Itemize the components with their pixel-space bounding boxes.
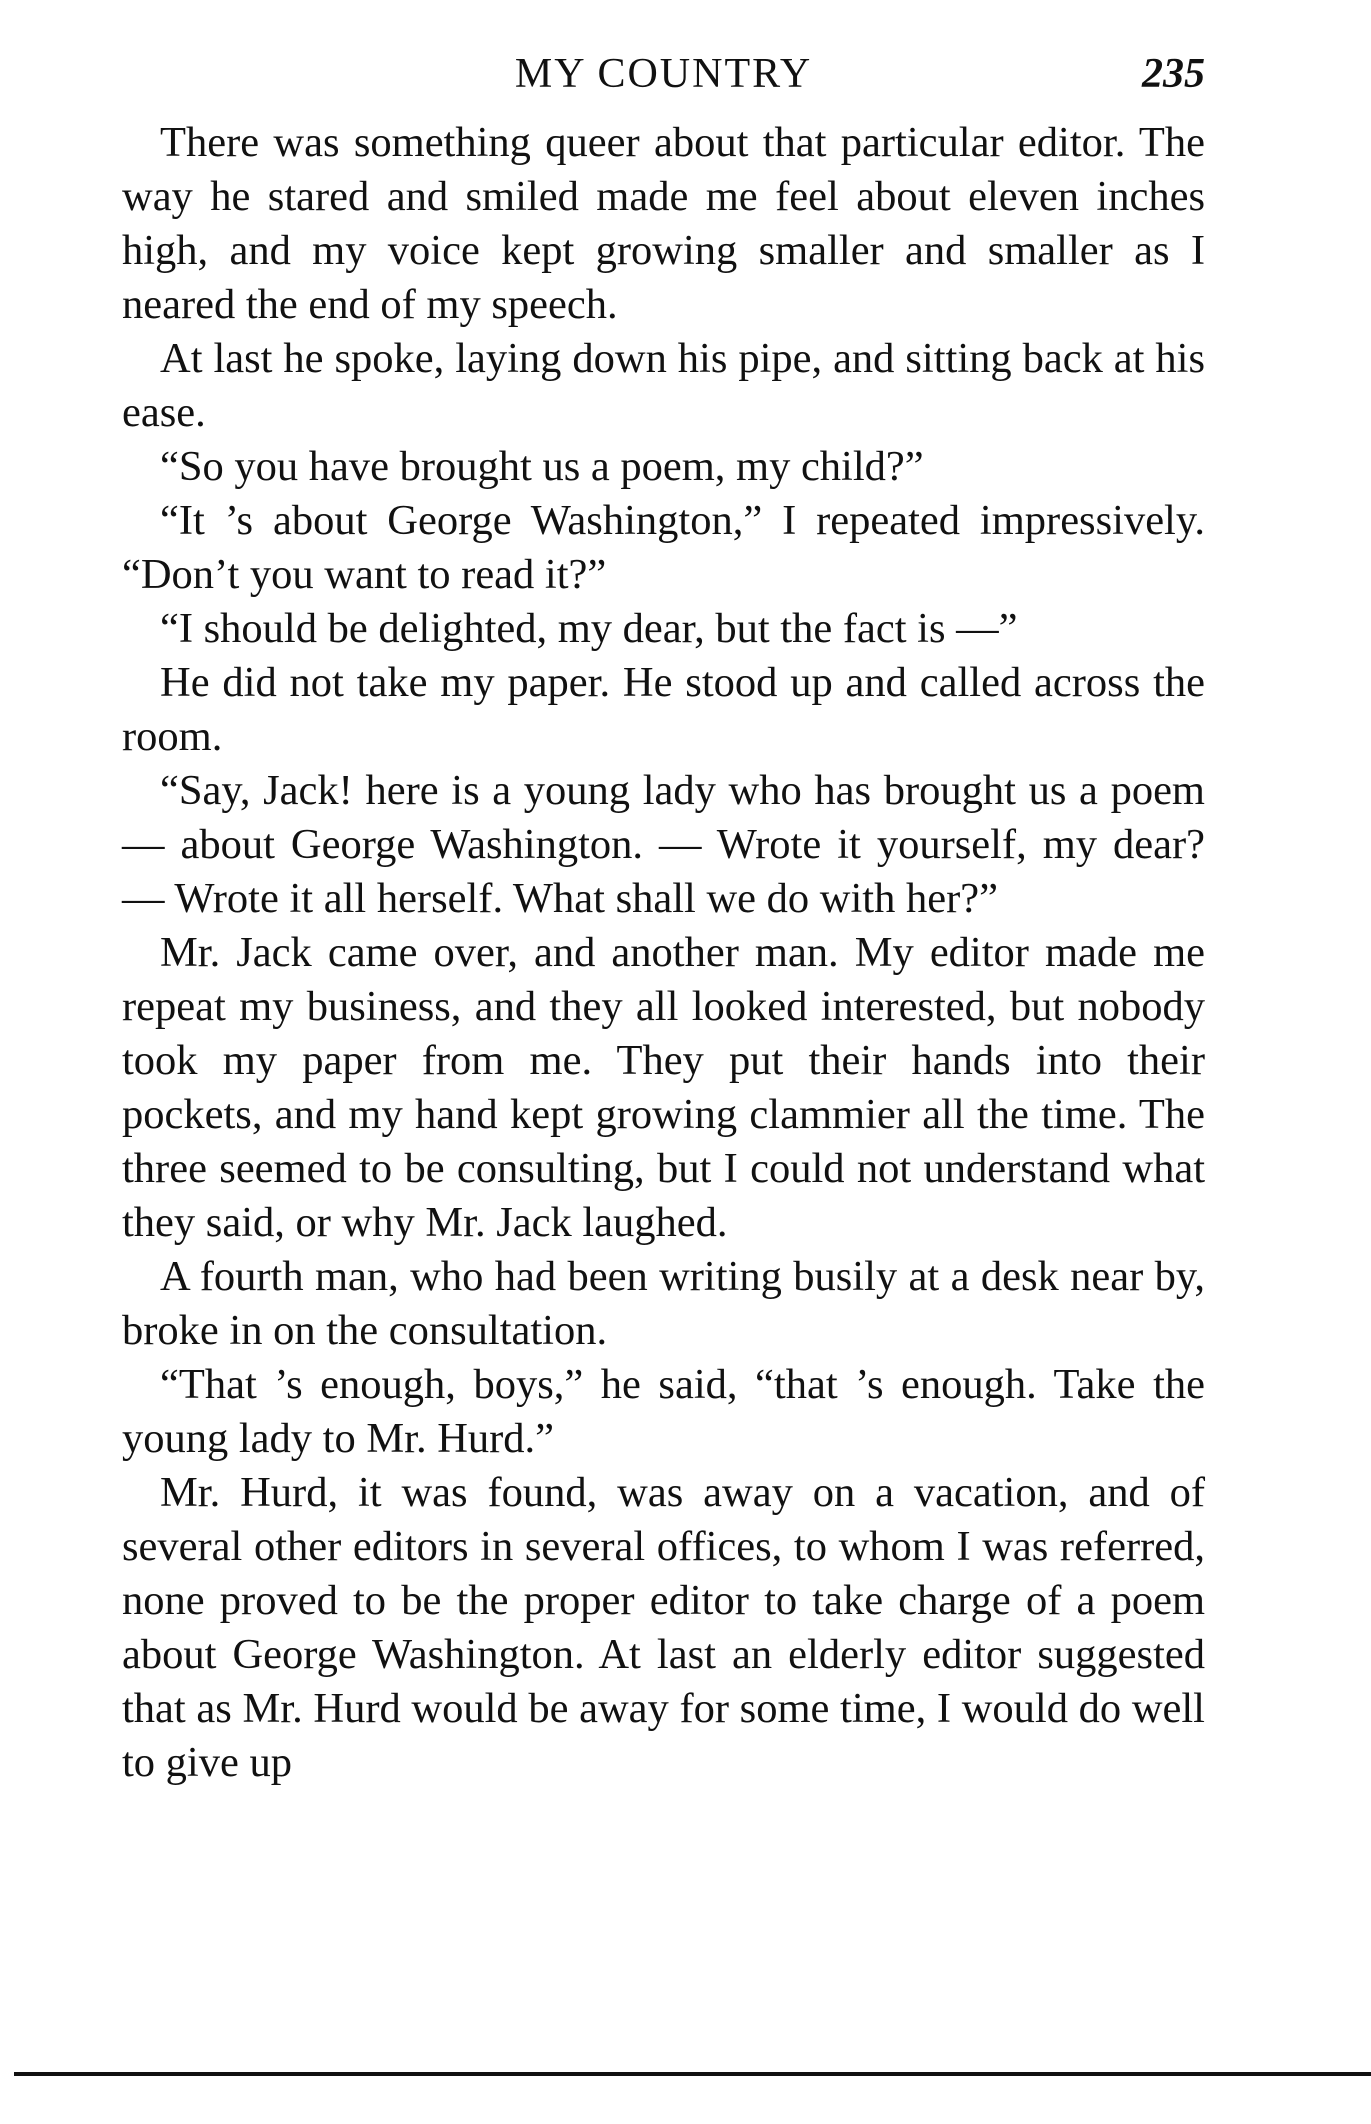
body-text — [122, 116, 1205, 1790]
paragraph: “It ’s about George Washington,” I repeated impressively. “Don’t you want to read it?” — [122, 497, 1205, 598]
paragraph: “I should be delighted, my dear, but the fact is —” — [160, 605, 1018, 652]
running-head — [122, 44, 1205, 104]
paragraph: Mr. Jack came over, and another man. My editor made me repeat my business, and they all looked interested, but nobody took my paper from me. They put their hands into their pockets, and my hand kept growing clammier all the time. The three seemed to be consulting, but I could not understand what they said, or why Mr. Jack laughed. — [122, 929, 1205, 1246]
paragraph: “So you have brought us a poem, my child?” — [160, 443, 924, 490]
running-title: MY COUNTRY — [514, 51, 813, 97]
paragraph: “That ’s enough, boys,” he said, “that ’s enough. Take the young lady to Mr. Hurd.” — [122, 1361, 1205, 1462]
paragraph: At last he spoke, laying down his pipe, and sitting back at his ease. — [122, 335, 1205, 436]
paragraph: A fourth man, who had been writing busily at a desk near by, broke in on the consultation. — [122, 1253, 1205, 1354]
paragraph: Mr. Hurd, it was found, was away on a vacation, and of several other editors in several offices, to whom I was referred, none proved to be the proper editor to take charge of a poem about George Washington. At last an elderly editor suggested that as Mr. Hurd would be away for some time, I would do well to give up — [122, 1469, 1205, 1786]
page-number: 235 — [1142, 51, 1205, 97]
paragraph: He did not take my paper. He stood up and called across the room. — [122, 659, 1205, 760]
paragraph: “Say, Jack! here is a young lady who has brought us a poem — about George Washington. — Wrote it yourself, my dear? — Wrote it all herself. What shall we do with her?” — [122, 767, 1205, 922]
bottom-rule — [14, 2072, 1371, 2076]
paragraph: There was something queer about that particular editor. The way he stared and smiled made me feel about eleven inches high, and my voice kept growing smaller and smaller as I neared the end of my speech. — [122, 119, 1205, 328]
